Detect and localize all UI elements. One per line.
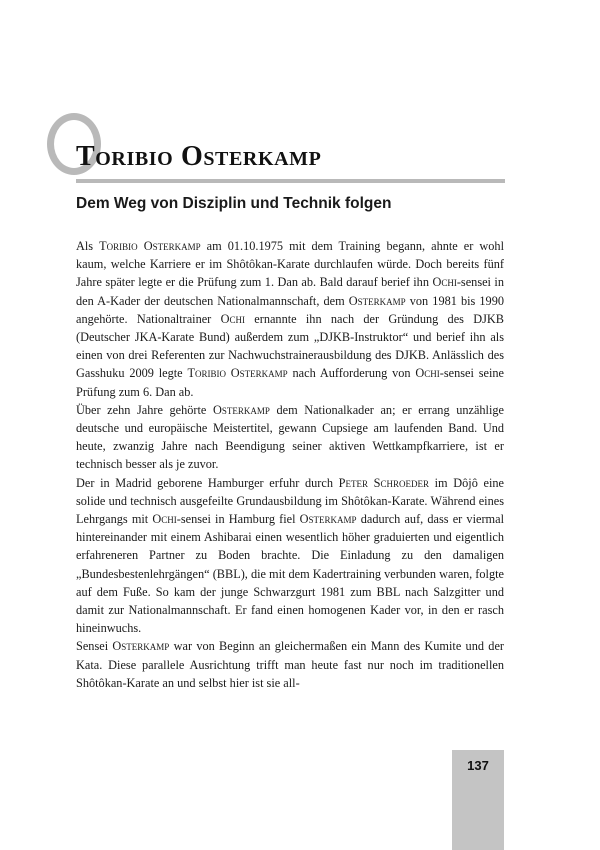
person-name: Osterkamp (212, 402, 270, 417)
paragraph-2: Über zehn Jahre gehörte Osterkamp dem Nationalkader an; er errang unzählige deutsche und europäische Meistertitel, gewann Cupsiege am laufenden Band. Und heute, zwanzig Jahre nach Beendigung seiner aktiven Wettkampfkarriere, ist er technisch besser als je zuvor. (76, 402, 504, 472)
person-name: Toribio Osterkamp (187, 366, 288, 381)
page-number-tab (452, 750, 504, 850)
person-name: Ochi (220, 311, 245, 326)
person-name: Ochi (415, 366, 440, 381)
person-name: Ochi (152, 512, 177, 527)
page-number: 137 (467, 758, 489, 773)
person-name: Osterkamp (112, 639, 170, 654)
person-name: Ochi (432, 275, 457, 290)
chapter-title: Toribio Osterkamp (76, 141, 322, 172)
title-underline-rule (76, 179, 505, 183)
paragraph-3: Der in Madrid geborene Hamburger erfuhr durch Peter Schroeder im Dôjô eine solide und technisch ausgefeilte Grundausbildung im Shôtôkan-Karate. Während eines Lehrgangs mit Ochi-sensei in Hamburg fiel Osterkamp dadurch auf, dass er viermal hintereinander mit einem Ashibarai einen wesentlich höher graduierten und eigentlich erfahreneren Partner zu Boden brachte. Die Einladung zu den damaligen „Bundesbestenlehrgängen“ (BBL), die mit dem Kadertraining verbunden waren, folgte auf dem Fuße. So kam der junge Schwarzgurt 1981 zum BBL nach Salzgitter und damit zur Nationalmannschaft. Er fand einen homogenen Kader vor, in den er rasch hineinwuchs. (76, 475, 504, 636)
person-name: Toribio Osterkamp (99, 239, 201, 253)
person-name: Osterkamp (348, 293, 406, 308)
person-name: Peter Schroeder (338, 475, 429, 490)
chapter-subtitle: Dem Weg von Disziplin und Technik folgen (76, 195, 392, 212)
paragraph-4: Sensei Osterkamp war von Beginn an gleichermaßen ein Mann des Kumite und der Kata. Diese parallele Ausrichtung trifft man heute fast nur noch im traditionellen Shôtôkan-Karate an und selbst hier ist sie all- (76, 639, 504, 690)
paragraph-1: Als Toribio Osterkamp am 01.10.1975 mit dem Training begann, ahnte er wohl kaum, welche Karriere er im Shôtôkan-Karate durchlaufen würde. Doch bereits fünf Jahre später legte er die Prüfung zum 1. Dan ab. Bald darauf berief ihn Ochi-sensei in den A-Kader der deutschen Nationalmannschaft, dem Osterkamp von 1981 bis 1990 angehörte. Nationaltrainer Ochi ernannte ihn nach der Gründung des DJKB (Deutscher JKA-Karate Bund) außerdem zum „DJKB-Instruktor“ und berief ihn als einen von drei Referenten zur Nachwuchstrainerausbildung des DJKB. Anlässlich des Gasshuku 2009 legte Toribio Osterkamp nach Aufforderung von Ochi-sensei seine Prüfung zum 6. Dan ab. (76, 239, 505, 399)
person-name: Osterkamp (299, 512, 357, 527)
body-text (76, 237, 504, 692)
